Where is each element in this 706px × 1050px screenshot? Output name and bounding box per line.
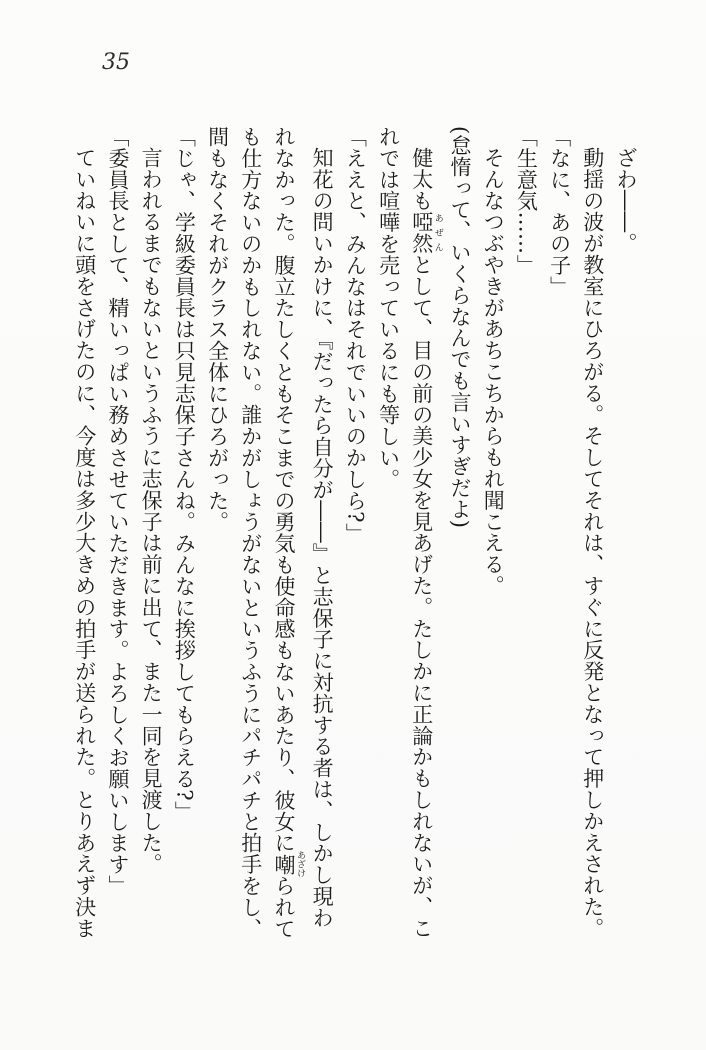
furigana: あざけ <box>294 850 305 878</box>
text-line: 知花の問いかけに、『だったら自分が――』と志保子に対抗する者は、しかし現わ <box>310 147 335 929</box>
text-line: 「なに、あの子」 <box>547 126 572 298</box>
text-line: 間もなくそれがクラス全体にひろがった。 <box>205 126 230 533</box>
text-block <box>68 126 642 952</box>
line-segment: として、目の前の美少女を見あげた。たしかに正論かもしれないが、こ <box>409 254 434 939</box>
furigana: あぜん <box>432 211 443 254</box>
ruby-annotated-word: 嘲 あざけ <box>271 850 305 878</box>
text-line <box>267 126 305 952</box>
text-line: 動揺の波が教室にひろがる。そしてそれは、すぐに反発となって押しかえされた。 <box>580 147 605 939</box>
page-number: 35 <box>102 50 130 75</box>
text-line: 「じゃ、学級委員長は只見志保子さんね。みんなに挨拶してもらえる?」 <box>172 126 197 823</box>
text-line: (怠惰って、いくらなんでも言いすぎだよ) <box>447 126 472 529</box>
text-line: ざわ――。 <box>614 147 638 254</box>
text-line: 「生意気……」 <box>514 126 539 276</box>
text-line: 言われるまでもないというふうに志保子は前に出て、また一同を見渡した。 <box>139 147 164 875</box>
text-line: れでは喧嘩を売っているにも等しい。 <box>376 126 401 490</box>
text-line: そんなつぶやきがあちこちからもれ聞こえる。 <box>481 147 506 597</box>
ruby-annotated-word: 啞然 あぜん <box>409 211 443 255</box>
line-segment: 健太も <box>409 147 434 212</box>
text-line <box>405 126 443 952</box>
text-line: も仕方ないのかもしれない。誰かがしょうがないというふうにパチパチと拍手をし、 <box>238 126 263 940</box>
line-segment: られて <box>271 875 296 940</box>
line-segment: れなかった。腹立たしくともそこまでの勇気も使命感もないあたり、彼女に <box>271 126 296 854</box>
text-line: ていねいに頭をさげたのに、今度は多少大きめの拍手が送られた。とりあえず決ま <box>72 147 97 939</box>
text-line: 「ええと、みんなはそれでいいのかしら?」 <box>343 126 368 545</box>
text-line: 「委員長として、精いっぱい務めさせていただきます。よろしくお願いします」 <box>105 126 130 897</box>
